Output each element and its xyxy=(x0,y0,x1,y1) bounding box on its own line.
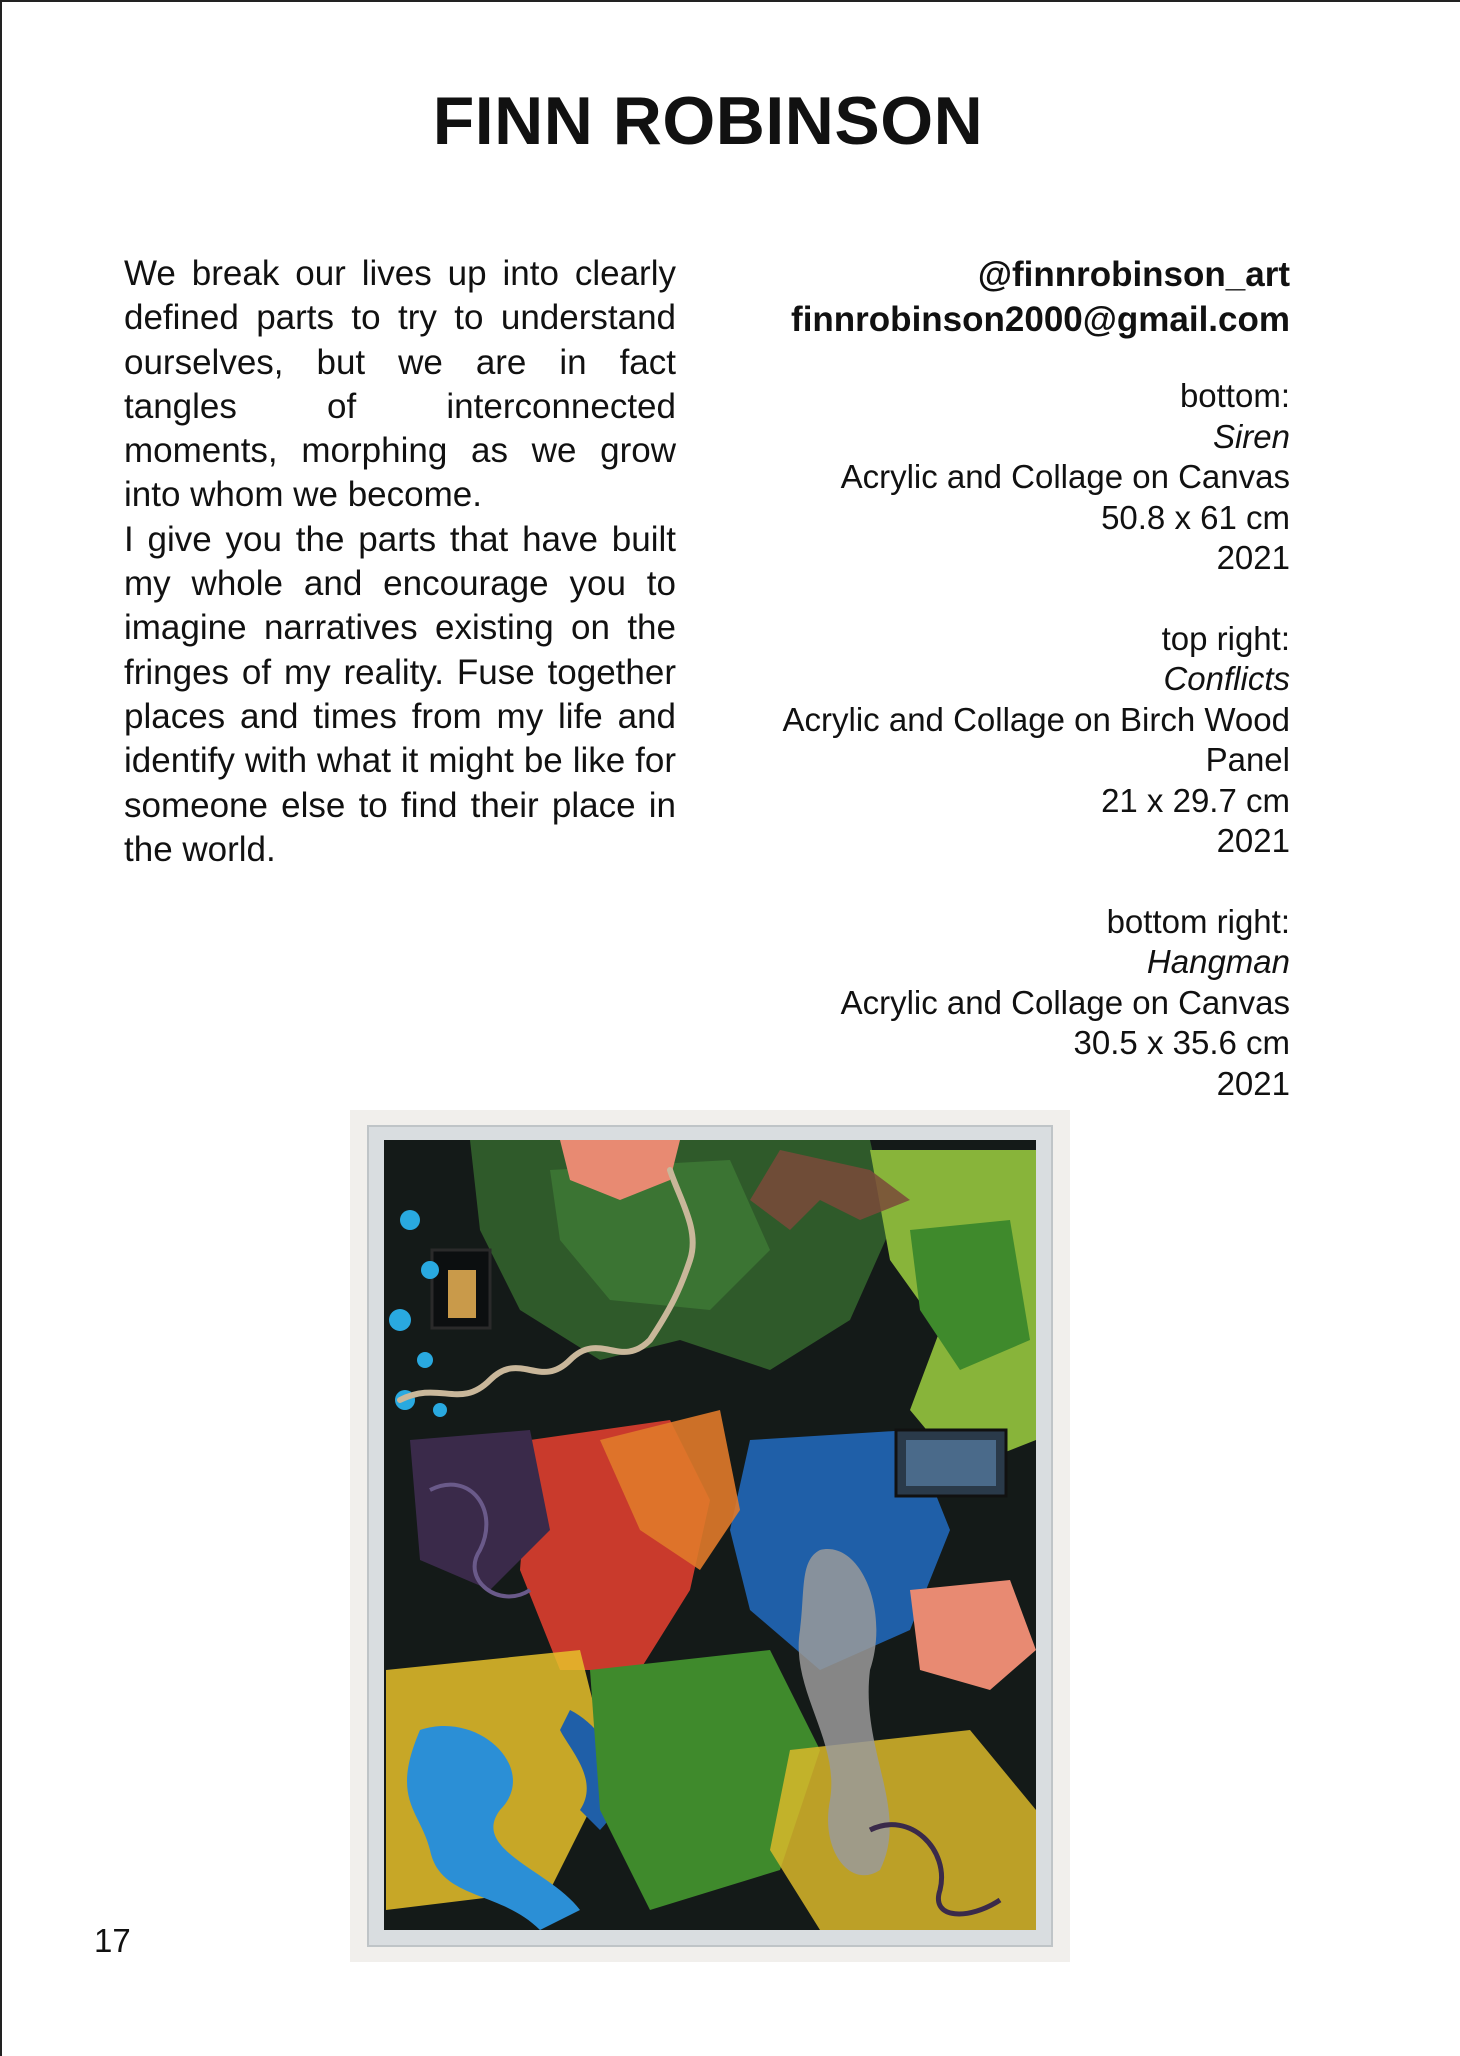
cyan-bubble xyxy=(400,1210,420,1230)
cyan-bubble xyxy=(433,1403,447,1417)
caption-dimensions: 50.8 x 61 cm xyxy=(1101,498,1290,536)
artist-details xyxy=(730,252,1290,1144)
caption-position: bottom right: xyxy=(1106,902,1290,940)
email-address: finnrobinson2000@gmail.com xyxy=(791,300,1290,339)
page-border-left xyxy=(0,0,2,2056)
caption-year: 2021 xyxy=(1216,822,1290,859)
caption-dimensions: 30.5 x 35.6 cm xyxy=(1073,1024,1290,1061)
caption-medium: Acrylic and Collage on Birch Wood Panel xyxy=(782,700,1290,778)
caption-title: Conflicts xyxy=(1163,660,1290,697)
artwork-photo-siren xyxy=(350,1110,1070,1962)
caption-year: 2021 xyxy=(1216,539,1290,576)
contact-block xyxy=(730,252,1290,342)
caption-medium: Acrylic and Collage on Canvas xyxy=(840,983,1290,1021)
page-border-top xyxy=(0,0,1460,2)
caption-position: top right: xyxy=(1161,619,1290,657)
cyan-bubble xyxy=(417,1352,433,1368)
statement-paragraph-1: We break our lives up into clearly defined parts to try to understand ourselves, but we are in fact tangles of interconnected moments, morphing as we grow into whom we become. xyxy=(124,254,676,515)
instagram-handle: @finnrobinson_art xyxy=(977,255,1290,294)
page-title: FINN ROBINSON xyxy=(432,83,984,159)
artwork-caption-conflicts xyxy=(730,619,1290,862)
caption-dimensions: 21 x 29.7 cm xyxy=(1101,781,1290,819)
statement-paragraph-2: I give you the parts that have built my whole and encourage you to imagine narratives existing on the fringes of my reality. Fuse together places and times from my life and identify with what it might be like for someone else to find their place in the world. xyxy=(124,519,676,869)
caption-medium: Acrylic and Collage on Canvas xyxy=(840,458,1290,495)
artwork-caption-hangman xyxy=(730,902,1290,1105)
page-number: 17 xyxy=(94,1922,131,1959)
caption-title: Siren xyxy=(1212,417,1290,455)
caption-title: Hangman xyxy=(1146,943,1290,980)
collage-window-inner xyxy=(448,1270,476,1318)
artwork-caption-siren xyxy=(730,376,1290,579)
cyan-bubble xyxy=(389,1309,411,1331)
caption-year: 2021 xyxy=(1216,1064,1290,1102)
artist-statement xyxy=(124,252,676,872)
cyan-bubble xyxy=(421,1261,439,1279)
collage-window-inner xyxy=(906,1440,996,1486)
caption-position: bottom: xyxy=(1179,377,1290,414)
